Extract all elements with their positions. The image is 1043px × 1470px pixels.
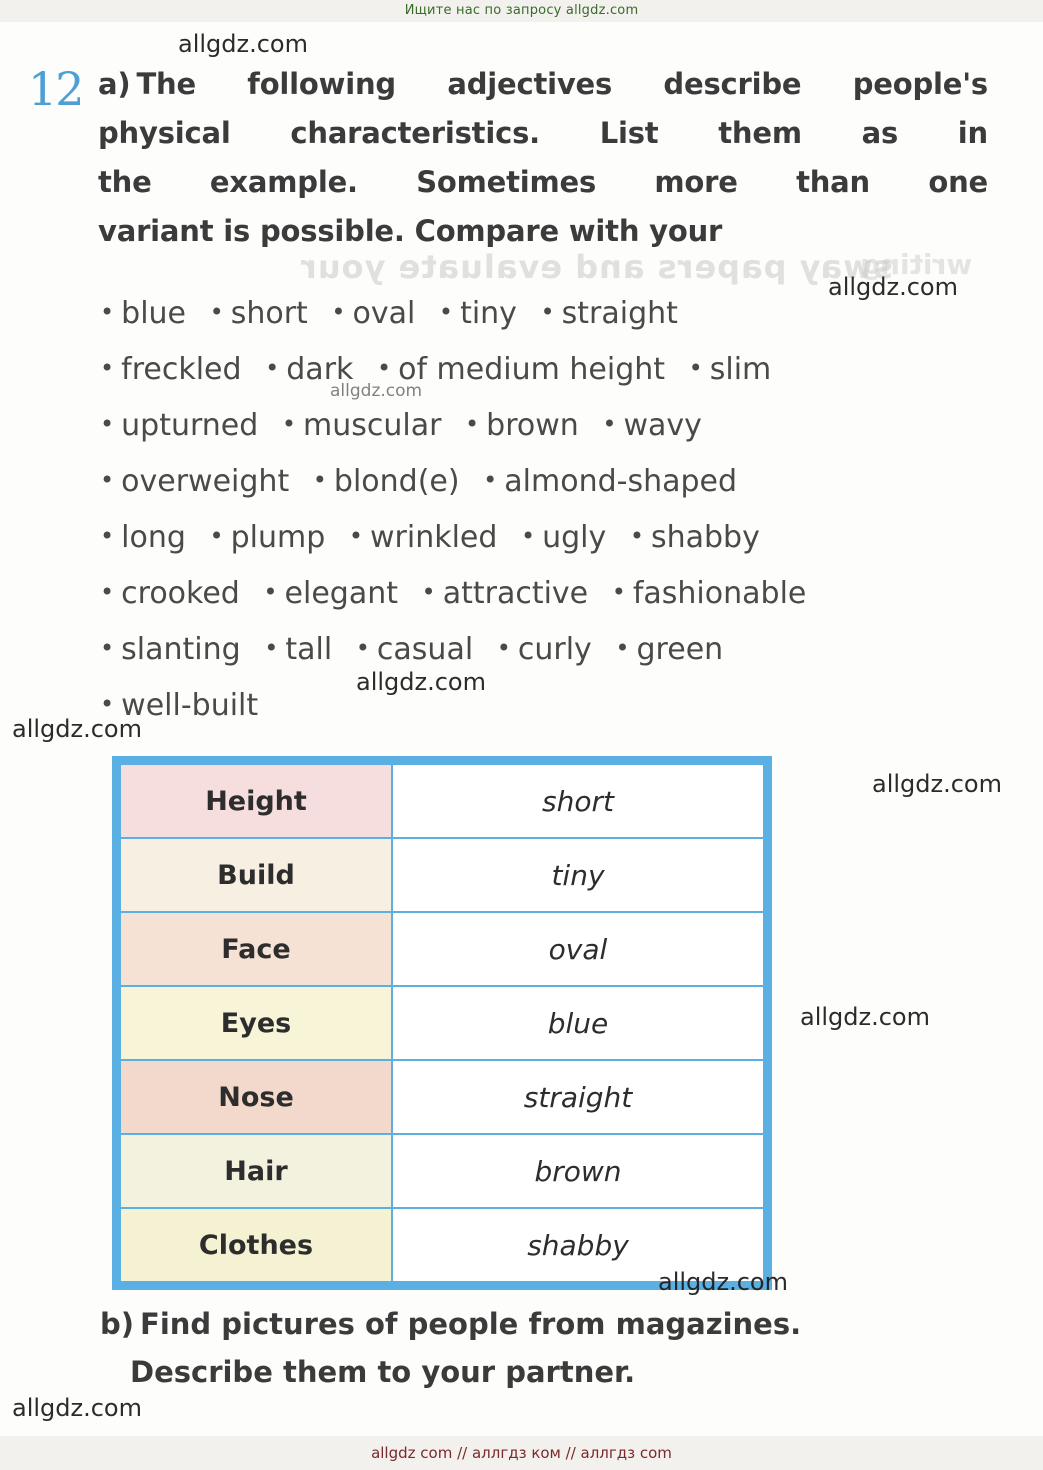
table-row [120,912,764,986]
bullet-icon: • [496,634,511,662]
table-cell-value: short [392,764,764,838]
adjective-row [100,341,1000,397]
adjective-item: attractive [442,576,589,611]
adjective-item: tall [285,632,333,667]
adjective-item: of medium height [398,352,666,387]
bottom-watermark-banner: allgdz com // аллгдз ком // аллгдз com [0,1436,1043,1470]
bullet-icon: • [209,522,224,550]
bullet-icon: • [264,634,279,662]
bullet-icon: • [312,466,327,494]
adjective-row [100,565,1000,621]
adjective-item: dark [286,352,354,387]
bullet-icon: • [615,634,630,662]
bullet-icon: • [465,410,480,438]
task-a-line-4: variant is possible. Compare with your [98,214,723,248]
adjective-item: plump [230,520,326,555]
adjective-item: slim [709,352,772,387]
task-b-line-2: Describe them to your partner. [130,1355,636,1389]
bullet-icon: • [629,522,644,550]
adjective-item: muscular [303,408,442,443]
bullet-icon: • [100,690,115,718]
table-row [120,1208,764,1282]
task-a-line-3: the example. Sometimes more than one [98,165,988,199]
adjective-row [100,453,1000,509]
adjective-item: blue [121,296,187,331]
table-row [120,1134,764,1208]
bullet-icon: • [611,578,626,606]
bullet-icon: • [100,354,115,382]
adjective-item: almond-shaped [504,464,738,499]
bullet-icon: • [265,354,280,382]
bullet-icon: • [602,410,617,438]
bullet-icon: • [520,522,536,550]
watermark-text: allgdz.com [800,1003,930,1031]
adjective-item: brown [486,408,579,443]
adjective-row [100,285,1000,341]
bullet-icon: • [100,298,115,326]
watermark-text: allgdz.com [12,1394,142,1422]
table-row [120,986,764,1060]
adjective-item: overweight [121,464,290,499]
bullet-icon: • [100,466,115,494]
table-cell-category: Hair [120,1134,392,1208]
table-cell-category: Build [120,838,392,912]
adjective-item: ugly [542,520,607,555]
watermark-text: allgdz.com [872,770,1002,798]
task-b-label: b) [100,1307,135,1341]
adjective-item: elegant [284,576,398,611]
bullet-icon: • [348,522,363,550]
adjective-item: straight [561,296,678,331]
table-row [120,1060,764,1134]
watermark-text: allgdz.com [12,715,142,743]
adjective-item: freckled [121,352,242,387]
adjective-item: slanting [121,632,241,667]
table-cell-value: straight [392,1060,764,1134]
adjective-row [100,677,1000,733]
adjective-item: wavy [623,408,702,443]
adjective-row [100,397,1000,453]
bullet-icon: • [100,578,115,606]
bleed-through-text-right: writing [860,248,973,281]
bullet-icon: • [421,578,436,606]
table-cell-category: Height [120,764,392,838]
table-cell-value: tiny [392,838,764,912]
characteristics-table [119,763,765,1283]
table-row [120,838,764,912]
adjective-item: wrinkled [369,520,498,555]
task-a-text [98,60,988,256]
table-cell-category: Face [120,912,392,986]
watermark-text: allgdz.com [178,30,308,58]
task-a-line-1: The following adjectives describe people's [136,67,988,101]
table-row [120,764,764,838]
bullet-icon: • [281,410,297,438]
adjective-item: upturned [121,408,259,443]
adjective-item: crooked [121,576,240,611]
table-cell-category: Clothes [120,1208,392,1282]
bullet-icon: • [355,634,370,662]
bullet-icon: • [263,578,278,606]
watermark-text: allgdz.com [356,668,486,696]
table-cell-value: oval [392,912,764,986]
bullet-icon: • [100,410,115,438]
bullet-icon: • [331,298,346,326]
bullet-icon: • [100,634,115,662]
adjective-row [100,621,1000,677]
table-cell-category: Nose [120,1060,392,1134]
bullet-icon: • [483,466,498,494]
adjective-item: short [230,296,308,331]
adjective-list [100,285,1000,733]
task-a-line-2: physical characteristics. List them as in [98,116,988,150]
adjective-item: blond(e) [333,464,460,499]
exercise-number: 12 [28,62,83,116]
adjective-item: well-built [121,688,259,723]
adjective-item: fashionable [632,576,807,611]
table-cell-value: shabby [392,1208,764,1282]
adjective-item: curly [517,632,592,667]
table-cell-category: Eyes [120,986,392,1060]
watermark-text: allgdz.com [330,381,423,401]
bullet-icon: • [540,298,555,326]
bullet-icon: • [376,354,392,382]
bullet-icon: • [100,522,115,550]
adjective-item: oval [352,296,416,331]
adjective-row [100,509,1000,565]
task-b-text [100,1300,1000,1396]
watermark-text: allgdz.com [658,1268,788,1296]
adjective-item: shabby [650,520,760,555]
adjective-item: green [636,632,724,667]
bleed-through-text-left: sway papers and evaluate your [300,248,893,286]
characteristics-table-wrapper [112,756,772,1290]
adjective-item: long [121,520,186,555]
table-cell-value: brown [392,1134,764,1208]
adjective-item: tiny [460,296,517,331]
bullet-icon: • [688,354,703,382]
bullet-icon: • [438,298,454,326]
watermark-text: allgdz.com [828,273,958,301]
table-cell-value: blue [392,986,764,1060]
task-b-line-1: Find pictures of people from magazines. [140,1307,802,1341]
bullet-icon: • [209,298,224,326]
top-watermark-banner: Ищите нас по запросу allgdz.com [0,0,1043,22]
adjective-item: casual [376,632,474,667]
task-a-label: a) [98,67,131,101]
